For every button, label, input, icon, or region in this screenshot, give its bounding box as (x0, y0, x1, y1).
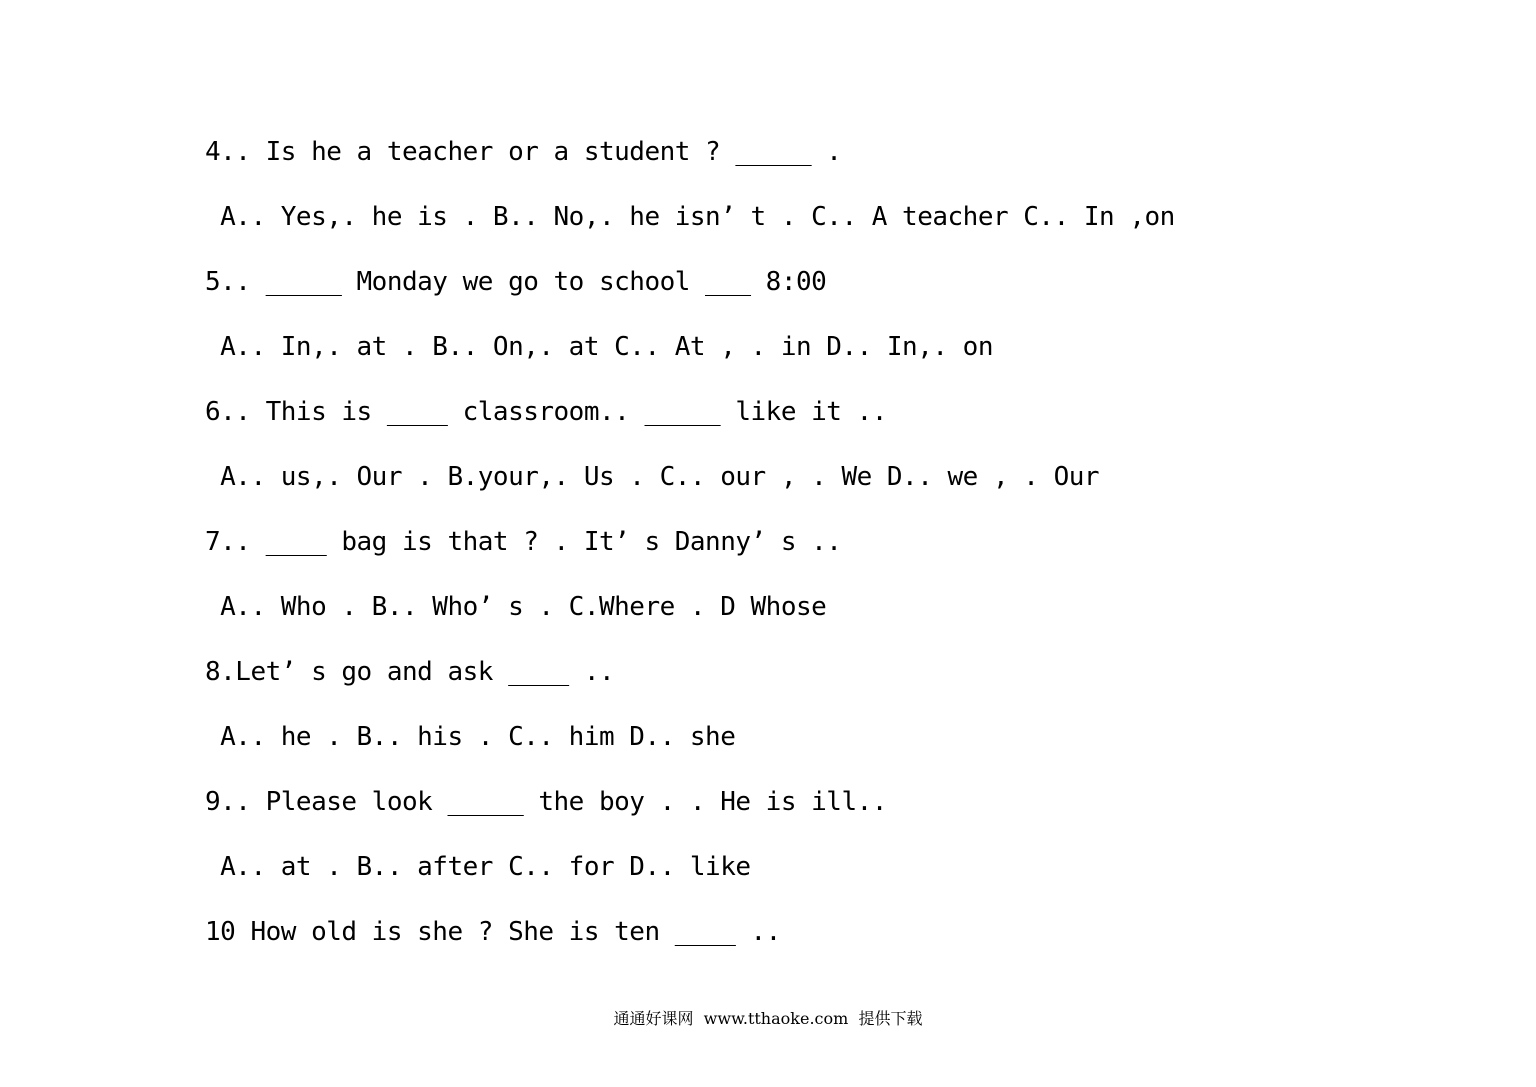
question-7: 7.. ____ bag is that ? . It’ s Danny’ s .. (205, 527, 842, 557)
question-8-options: A.. he . B.. his . C.. him D.. she (205, 722, 736, 752)
question-9: 9.. Please look _____ the boy . . He is ill.. (205, 787, 887, 817)
question-5-options: A.. In,. at . B.. On,. at C.. At , . in D.. In,. on (205, 332, 993, 362)
question-6-options: A.. us,. Our . B.your,. Us . C.. our , . We D.. we , . Our (205, 462, 1100, 492)
question-4: 4.. Is he a teacher or a student ? _____ . (205, 137, 842, 167)
question-5: 5.. _____ Monday we go to school ___ 8:00 (205, 267, 827, 297)
question-8: 8.Let’ s go and ask ____ .. (205, 657, 615, 687)
page-footer: 通通好课网 www.tthaoke.com 提供下载 (613, 1009, 923, 1028)
question-10: 10 How old is she ? She is ten ____ .. (205, 917, 781, 947)
question-9-options: A.. at . B.. after C.. for D.. like (205, 852, 751, 882)
question-7-options: A.. Who . B.. Who’ s . C.Where . D Whose (205, 592, 827, 622)
question-6: 6.. This is ____ classroom.. _____ like it .. (205, 397, 887, 427)
question-4-options: A.. Yes,. he is . B.. No,. he isn’ t . C.. A teacher C.. In ,on (205, 202, 1175, 232)
question-list (205, 132, 1205, 977)
